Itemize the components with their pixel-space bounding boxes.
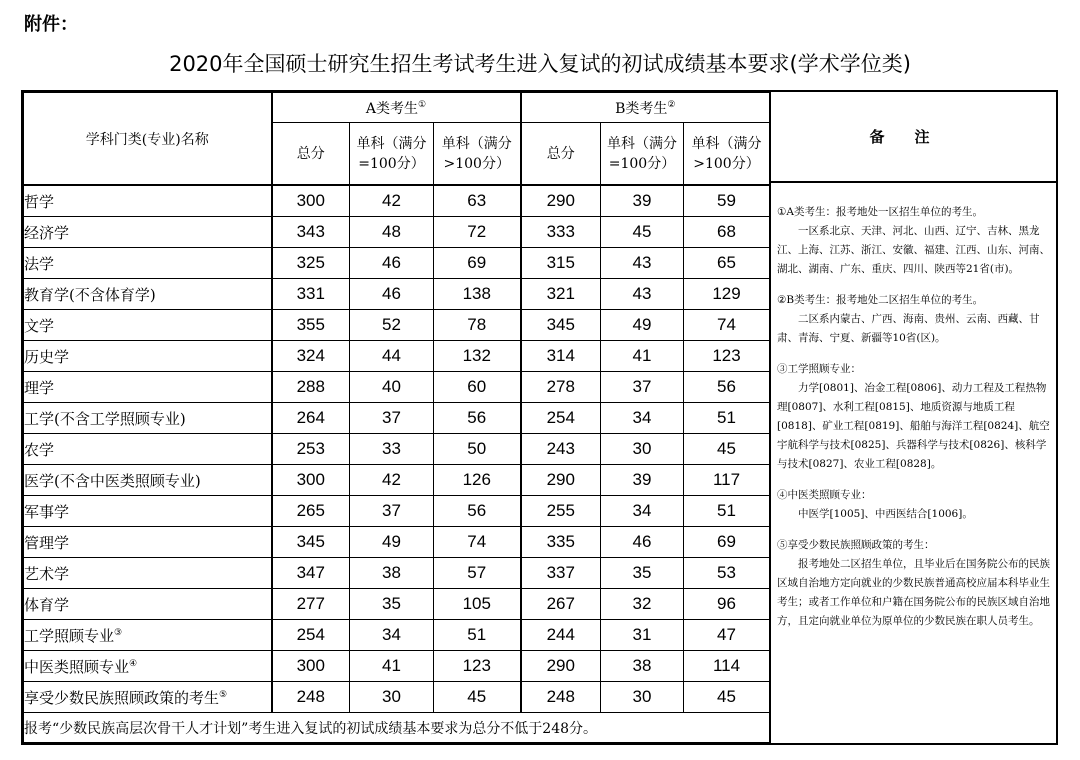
a-total-cell: 355 — [272, 310, 350, 341]
b-total-cell: 278 — [521, 372, 601, 403]
a-single-over100-cell: 56 — [434, 496, 521, 527]
b-single100-cell: 32 — [601, 589, 684, 620]
a-single100-cell: 41 — [350, 651, 434, 682]
a-total-cell: 300 — [272, 465, 350, 496]
a-single-over100-cell: 138 — [434, 279, 521, 310]
a-single-over100-cell: 51 — [434, 620, 521, 651]
a-total-cell: 254 — [272, 620, 350, 651]
a-single100-cell: 33 — [350, 434, 434, 465]
footnote-mark: ③ — [114, 627, 123, 638]
category-a-header — [272, 93, 521, 123]
category-a-mark: ① — [418, 99, 427, 110]
a-single100-cell: 30 — [350, 682, 434, 713]
b-total-cell: 248 — [521, 682, 601, 713]
b-total-cell: 314 — [521, 341, 601, 372]
table-row — [24, 341, 770, 372]
b-single100-cell: 49 — [601, 310, 684, 341]
remark-lead: ⑤享受少数民族照顾政策的考生： — [777, 539, 935, 551]
subject-name-cell: 哲学 — [24, 185, 272, 217]
footnote-mark: ⑤ — [219, 689, 228, 700]
a-single-over100-cell: 45 — [434, 682, 521, 713]
a-total-cell: 253 — [272, 434, 350, 465]
subject-name-cell: 工学(不含工学照顾专业) — [24, 403, 272, 434]
b-single100-cell: 46 — [601, 527, 684, 558]
a-total-cell: 325 — [272, 248, 350, 279]
a-single100-header: 单科（满分 =100分） — [350, 123, 434, 186]
a-single100-cell: 38 — [350, 558, 434, 589]
remark-body: 二区系内蒙古、广西、海南、贵州、云南、西藏、甘肃、青海、宁夏、新疆等10省(区)。 — [777, 313, 1040, 344]
remark-note — [777, 360, 1052, 474]
subject-name-cell: 管理学 — [24, 527, 272, 558]
remark-body: 中医学[1005]、中西医结合[1006]。 — [798, 508, 973, 520]
b-single100-cell: 43 — [601, 248, 684, 279]
b-single100-cell: 43 — [601, 279, 684, 310]
b-single-over100-header: 单科（满分 >100分） — [684, 123, 770, 186]
a-single100-cell: 46 — [350, 279, 434, 310]
b-single-over100-cell: 51 — [684, 403, 770, 434]
b-total-cell: 255 — [521, 496, 601, 527]
category-b-mark: ② — [667, 99, 676, 110]
b-single-over100-cell: 68 — [684, 217, 770, 248]
a-single-over100-cell: 57 — [434, 558, 521, 589]
table-row — [24, 558, 770, 589]
a-single100-cell: 49 — [350, 527, 434, 558]
remark-lead: ②B类考生：报考地处二区招生单位的考生。 — [777, 294, 984, 306]
b-single-over100-cell: 59 — [684, 185, 770, 217]
table-row — [24, 403, 770, 434]
subject-name-cell: 中医类照顾专业④ — [24, 651, 272, 682]
remark-body: 力学[0801]、冶金工程[0806]、动力工程及工程热物理[0807]、水利工程[0815]、地质资源与地质工程[0818]、矿业工程[0819]、船舶与海洋工程[0824]、航空宇航科学与技术[0825]、兵器科学与技术[0826]、核科学与技术[0827]、农业工程[0828]。 — [777, 382, 1050, 470]
a-single-over100-cell: 123 — [434, 651, 521, 682]
a-single-over100-cell: 78 — [434, 310, 521, 341]
subject-name-cell: 法学 — [24, 248, 272, 279]
a-total-header: 总分 — [272, 123, 350, 186]
a-total-cell: 345 — [272, 527, 350, 558]
b-total-cell: 335 — [521, 527, 601, 558]
a-single-over100-cell: 72 — [434, 217, 521, 248]
table-row — [24, 185, 770, 217]
a-single100-cell: 40 — [350, 372, 434, 403]
table-row — [24, 310, 770, 341]
a-single-over100-cell: 105 — [434, 589, 521, 620]
b-single-over100-cell: 45 — [684, 434, 770, 465]
b-total-cell: 333 — [521, 217, 601, 248]
subject-name-cell: 工学照顾专业③ — [24, 620, 272, 651]
a-single-over100-cell: 132 — [434, 341, 521, 372]
remarks-header: 备注 — [769, 92, 1058, 183]
a-total-cell: 248 — [272, 682, 350, 713]
a-single-over100-cell: 63 — [434, 185, 521, 217]
remark-body: 一区系北京、天津、河北、山西、辽宁、吉林、黑龙江、上海、江苏、浙江、安徽、福建、江西、山东、河南、湖北、湖南、广东、重庆、四川、陕西等21省(市)。 — [777, 225, 1050, 275]
b-total-cell: 243 — [521, 434, 601, 465]
b-single-over100-cell: 114 — [684, 651, 770, 682]
page-title: 2020年全国硕士研究生招生考试考生进入复试的初试成绩基本要求(学术学位类) — [169, 52, 911, 76]
b-single-over100-cell: 69 — [684, 527, 770, 558]
table-row — [24, 589, 770, 620]
table-row — [24, 651, 770, 682]
a-single-over100-cell: 60 — [434, 372, 521, 403]
b-total-cell: 290 — [521, 651, 601, 682]
b-single100-cell: 39 — [601, 185, 684, 217]
subject-name-cell: 经济学 — [24, 217, 272, 248]
b-single-over100-cell: 129 — [684, 279, 770, 310]
a-total-cell: 264 — [272, 403, 350, 434]
remark-note — [777, 536, 1052, 631]
b-single100-cell: 38 — [601, 651, 684, 682]
b-total-cell: 244 — [521, 620, 601, 651]
remark-note — [777, 291, 1052, 348]
table-row — [24, 620, 770, 651]
b-single-over100-cell: 56 — [684, 372, 770, 403]
subject-header: 学科门类(专业)名称 — [24, 93, 272, 186]
b-single100-cell: 35 — [601, 558, 684, 589]
category-b-header — [521, 93, 770, 123]
b-total-cell: 254 — [521, 403, 601, 434]
a-total-cell: 331 — [272, 279, 350, 310]
b-single100-header: 单科（满分 =100分） — [601, 123, 684, 186]
b-total-cell: 290 — [521, 185, 601, 217]
b-single100-cell: 37 — [601, 372, 684, 403]
b-total-cell: 315 — [521, 248, 601, 279]
a-single100-cell: 42 — [350, 185, 434, 217]
score-rows — [24, 185, 770, 713]
a-single100-cell: 44 — [350, 341, 434, 372]
subject-name-cell: 艺术学 — [24, 558, 272, 589]
subject-name-cell: 农学 — [24, 434, 272, 465]
remark-lead: ①A类考生：报考地处一区招生单位的考生。 — [777, 206, 983, 218]
attachment-label: 附件： — [24, 14, 78, 35]
b-single100-cell: 34 — [601, 403, 684, 434]
b-total-header: 总分 — [521, 123, 601, 186]
table-row — [24, 465, 770, 496]
a-single100-cell: 37 — [350, 403, 434, 434]
remark-note — [777, 203, 1052, 279]
a-total-cell: 324 — [272, 341, 350, 372]
table-row — [24, 496, 770, 527]
table-row — [24, 527, 770, 558]
footnote-mark: ④ — [129, 658, 138, 669]
table-row — [24, 372, 770, 403]
a-single100-cell: 34 — [350, 620, 434, 651]
a-single-over100-header: 单科（满分 >100分） — [434, 123, 521, 186]
a-total-cell: 300 — [272, 651, 350, 682]
subject-name-cell: 文学 — [24, 310, 272, 341]
table-row — [24, 682, 770, 713]
remarks-column — [769, 183, 1058, 743]
remark-lead: ③工学照顾专业： — [777, 363, 861, 375]
a-total-cell: 265 — [272, 496, 350, 527]
remark-note — [777, 486, 1052, 524]
remark-lead: ④中医类照顾专业： — [777, 489, 872, 501]
table-footnote: 报考“少数民族高层次骨干人才计划”考生进入复试的初试成绩基本要求为总分不低于248分。 — [24, 713, 770, 743]
score-table-container — [21, 90, 1058, 745]
a-single-over100-cell: 50 — [434, 434, 521, 465]
table-row — [24, 434, 770, 465]
a-total-cell: 288 — [272, 372, 350, 403]
b-total-cell: 345 — [521, 310, 601, 341]
a-total-cell: 300 — [272, 185, 350, 217]
subject-name-cell: 军事学 — [24, 496, 272, 527]
b-single-over100-cell: 51 — [684, 496, 770, 527]
a-single100-cell: 35 — [350, 589, 434, 620]
b-single100-cell: 30 — [601, 682, 684, 713]
a-single100-cell: 48 — [350, 217, 434, 248]
table-row — [24, 217, 770, 248]
b-single100-cell: 39 — [601, 465, 684, 496]
category-a-label: A类考生 — [365, 100, 419, 117]
a-single-over100-cell: 56 — [434, 403, 521, 434]
a-total-cell: 277 — [272, 589, 350, 620]
subject-name-cell: 理学 — [24, 372, 272, 403]
subject-name-cell: 医学(不含中医类照顾专业) — [24, 465, 272, 496]
a-single100-cell: 37 — [350, 496, 434, 527]
b-single-over100-cell: 74 — [684, 310, 770, 341]
b-total-cell: 290 — [521, 465, 601, 496]
subject-name-cell: 体育学 — [24, 589, 272, 620]
a-single-over100-cell: 126 — [434, 465, 521, 496]
b-single-over100-cell: 65 — [684, 248, 770, 279]
b-single100-cell: 30 — [601, 434, 684, 465]
a-total-cell: 347 — [272, 558, 350, 589]
b-single-over100-cell: 96 — [684, 589, 770, 620]
b-single100-cell: 41 — [601, 341, 684, 372]
b-single-over100-cell: 47 — [684, 620, 770, 651]
b-single-over100-cell: 53 — [684, 558, 770, 589]
b-total-cell: 337 — [521, 558, 601, 589]
b-single-over100-cell: 123 — [684, 341, 770, 372]
table-row — [24, 279, 770, 310]
category-b-label: B类考生 — [615, 100, 668, 117]
a-single-over100-cell: 69 — [434, 248, 521, 279]
subject-name-cell: 享受少数民族照顾政策的考生⑤ — [24, 682, 272, 713]
b-single-over100-cell: 45 — [684, 682, 770, 713]
b-total-cell: 321 — [521, 279, 601, 310]
a-total-cell: 343 — [272, 217, 350, 248]
b-single100-cell: 34 — [601, 496, 684, 527]
subject-name-cell: 教育学(不含体育学) — [24, 279, 272, 310]
b-single100-cell: 31 — [601, 620, 684, 651]
a-single-over100-cell: 74 — [434, 527, 521, 558]
a-single100-cell: 46 — [350, 248, 434, 279]
a-single100-cell: 42 — [350, 465, 434, 496]
table-row — [24, 248, 770, 279]
remark-body: 报考地处二区招生单位，且毕业后在国务院公布的民族区域自治地方定向就业的少数民族普通高校应届本科毕业生考生；或者工作单位和户籍在国务院公布的民族区域自治地方，且定向就业单位为原单位的少数民族在职人员考生。 — [777, 558, 1050, 627]
b-total-cell: 267 — [521, 589, 601, 620]
b-single-over100-cell: 117 — [684, 465, 770, 496]
a-single100-cell: 52 — [350, 310, 434, 341]
b-single100-cell: 45 — [601, 217, 684, 248]
subject-name-cell: 历史学 — [24, 341, 272, 372]
score-table — [23, 92, 770, 743]
